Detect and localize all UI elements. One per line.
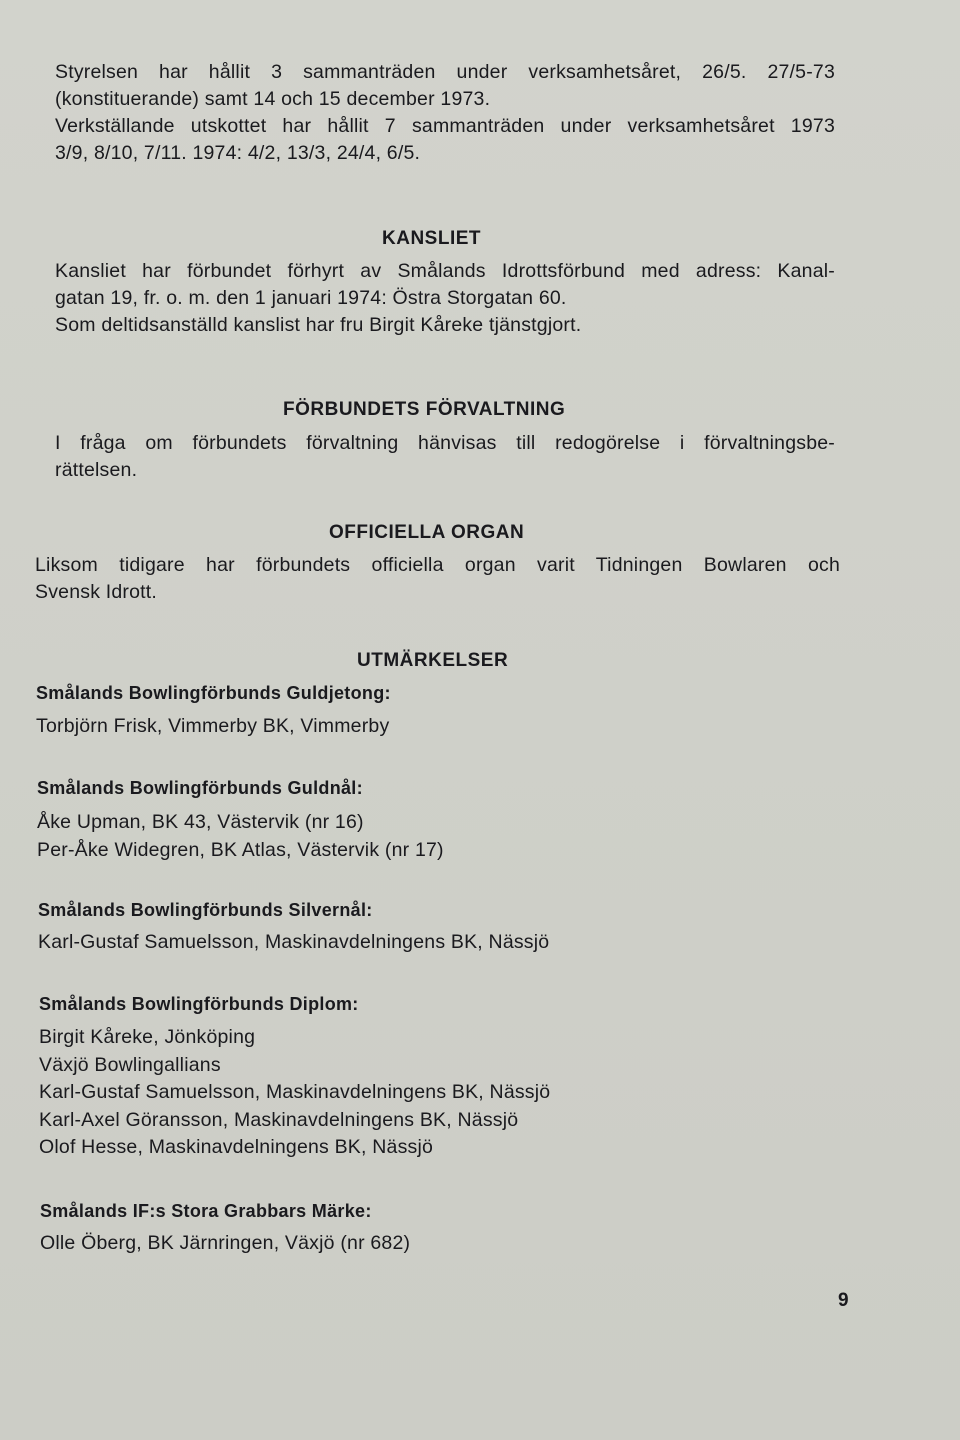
paragraph-line: (konstituerande) samt 14 och 15 december 1973. xyxy=(55,88,491,110)
award-recipients-diplom xyxy=(39,1024,550,1162)
award-recipients-silvernal xyxy=(38,929,549,957)
award-recipient: Karl-Gustaf Samuelsson, Maskinavdelningens BK, Nässjö xyxy=(39,1081,551,1103)
paragraph-line: Svensk Idrott. xyxy=(35,581,158,603)
award-recipients-guldjetong xyxy=(36,713,389,741)
award-recipient: Olof Hesse, Maskinavdelningens BK, Nässjö xyxy=(39,1136,434,1158)
section-heading-organ: OFFICIELLA ORGAN xyxy=(329,522,525,543)
award-title-guldnal: Smålands Bowlingförbunds Guldnål: xyxy=(37,778,363,798)
award-title-diplom: Smålands Bowlingförbunds Diplom: xyxy=(39,994,359,1014)
award-recipient: Olle Öberg, BK Järnringen, Växjö (nr 682) xyxy=(40,1232,411,1254)
paragraph-line: I fråga om förbundets förvaltning hänvisas till redogörelse i förvaltningsbe- xyxy=(55,432,835,454)
award-recipient: Torbjörn Frisk, Vimmerby BK, Vimmerby xyxy=(36,715,390,737)
meetings-paragraph xyxy=(55,59,835,167)
award-recipient: Karl-Gustaf Samuelsson, Maskinavdelningens BK, Nässjö xyxy=(38,931,550,953)
paragraph-line: 3/9, 8/10, 7/11. 1974: 4/2, 13/3, 24/4, 6/5. xyxy=(55,142,421,164)
award-title-silvernal: Smålands Bowlingförbunds Silvernål: xyxy=(38,900,373,920)
award-recipients-stora-grabbar xyxy=(40,1230,410,1258)
paragraph-line: Verkställande utskottet har hållit 7 sammanträden under verksamhetsåret 1973 xyxy=(55,115,835,137)
award-recipient: Birgit Kåreke, Jönköping xyxy=(39,1026,256,1048)
award-recipient: Per-Åke Widegren, BK Atlas, Västervik (nr 17) xyxy=(37,838,444,861)
award-recipient: Karl-Axel Göransson, Maskinavdelningens BK, Nässjö xyxy=(39,1108,519,1131)
award-recipient: Åke Upman, BK 43, Västervik (nr 16) xyxy=(37,811,364,833)
award-recipient: Växjö Bowlingallians xyxy=(39,1053,221,1076)
paragraph-line: gatan 19, fr. o. m. den 1 januari 1974: Östra Storgatan 60. xyxy=(55,287,567,309)
organ-paragraph xyxy=(35,552,840,606)
paragraph-line: Liksom tidigare har förbundets officiella organ varit Tidningen Bowlaren och xyxy=(35,554,840,576)
paragraph-line: Styrelsen har hållit 3 sammanträden under verksamhetsåret, 26/5. 27/5-73 xyxy=(55,61,835,83)
kansliet-paragraph xyxy=(55,258,835,339)
page-number: 9 xyxy=(838,1290,849,1311)
paragraph-line: Som deltidsanställd kanslist har fru Birgit Kåreke tjänstgjort. xyxy=(55,314,582,336)
paragraph-line: Kansliet har förbundet förhyrt av Smålands Idrottsförbund med adress: Kanal- xyxy=(55,260,835,282)
section-heading-utmarkelser: UTMÄRKELSER xyxy=(357,650,509,671)
award-recipients-guldnal xyxy=(37,809,444,864)
section-heading-forvaltning: FÖRBUNDETS FÖRVALTNING xyxy=(283,399,566,420)
award-title-stora-grabbar: Smålands IF:s Stora Grabbars Märke: xyxy=(40,1201,372,1221)
award-title-guldjetong: Smålands Bowlingförbunds Guldjetong: xyxy=(36,683,391,703)
paragraph-line: rättelsen. xyxy=(55,459,138,481)
section-heading-kansliet: KANSLIET xyxy=(382,228,481,249)
forvaltning-paragraph xyxy=(55,430,835,484)
